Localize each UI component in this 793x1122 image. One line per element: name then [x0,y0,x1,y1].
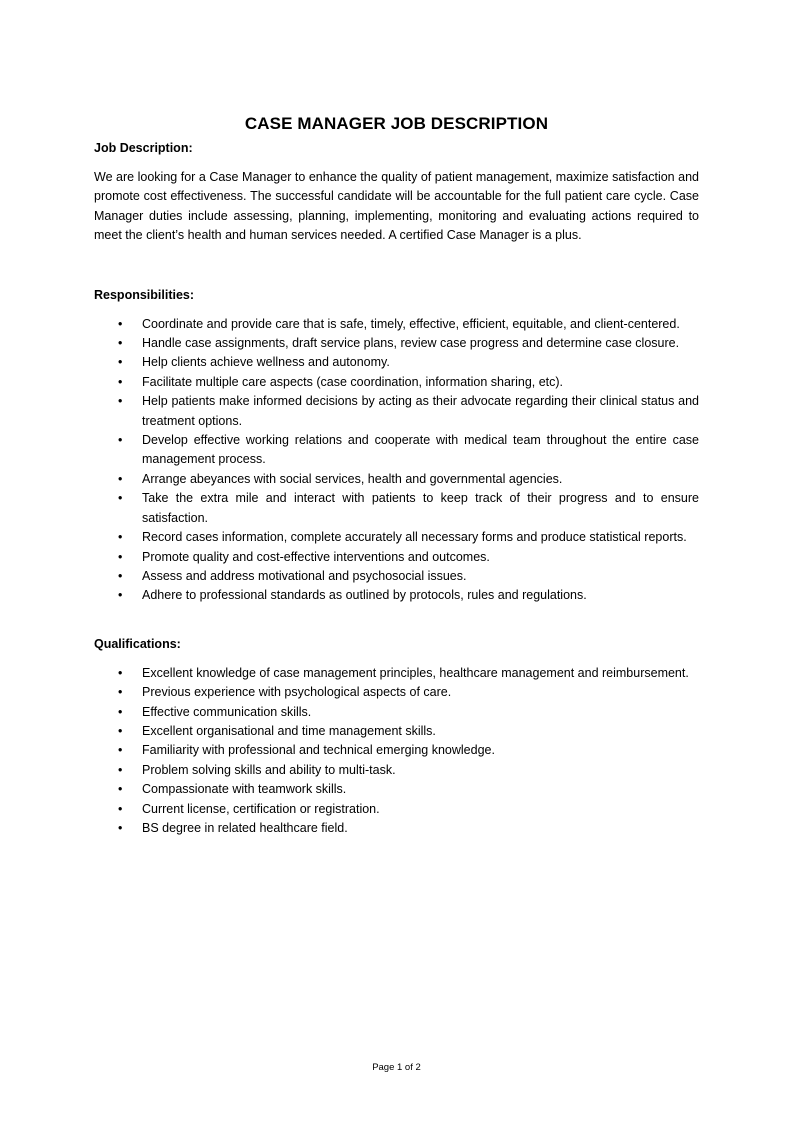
job-description-paragraph: We are looking for a Case Manager to enhance the quality of patient management, maximize satisfaction and promote cost effectiveness. The successful candidate will be accountable for the full patient care cycle. Case Manager duties include assessing, planning, implementing, monitoring and evaluating actions required to meet the client’s health and human services needed. A certified Case Manager is a plus. [94,170,699,243]
page-number-footer: Page 1 of 2 [372,1062,421,1073]
list-item-text: Facilitate multiple care aspects (case coordination, information sharing, etc). [142,374,564,389]
list-item-text: Previous experience with psychological aspects of care. [142,685,452,700]
bullet-icon: • [118,665,123,680]
list-item-text: Familiarity with professional and technical emerging knowledge. [142,743,495,758]
bullet-icon: • [118,588,123,603]
bullet-icon: • [118,704,123,719]
list-item-text: Arrange abeyances with social services, health and governmental agencies. [142,471,563,486]
bullet-icon: • [118,568,123,583]
list-item-text: Compassionate with teamwork skills. [142,782,347,797]
list-item-text: Coordinate and provide care that is safe, timely, effective, efficient, equitable, and client-centered. [142,316,680,331]
responsibilities-section [94,286,699,606]
list-item [94,722,699,741]
list-item [94,703,699,722]
list-item [94,683,699,702]
list-item-text: Promote quality and cost-effective interventions and outcomes. [142,549,490,564]
bullet-icon: • [118,782,123,797]
list-item [94,567,699,586]
bullet-icon: • [118,743,123,758]
list-item-text: Help patients make informed decisions by acting as their advocate regarding their clinical status and treatment options. [142,394,699,428]
list-item [94,664,699,683]
list-item-text: Develop effective working relations and cooperate with medical team throughout the entire case management process. [142,433,699,467]
document-body [94,112,699,838]
bullet-icon: • [118,316,123,331]
job-description-section [94,139,699,246]
bullet-icon: • [118,491,123,506]
list-item-text: Record cases information, complete accurately all necessary forms and produce statistical reports. [142,530,687,545]
list-item-text: Problem solving skills and ability to multi-task. [142,762,396,777]
bullet-icon: • [118,394,123,409]
list-item-text: Help clients achieve wellness and autonomy. [142,355,390,370]
responsibilities-list [94,315,699,606]
bullet-icon: • [118,336,123,351]
bullet-icon: • [118,820,123,835]
list-item-text: Adhere to professional standards as outlined by protocols, rules and regulations. [142,588,587,603]
list-item [94,431,699,470]
bullet-icon: • [118,355,123,370]
list-item [94,334,699,353]
list-item [94,353,699,372]
list-item [94,315,699,334]
list-item [94,528,699,547]
list-item-text: Effective communication skills. [142,704,312,719]
list-item [94,392,699,431]
bullet-icon: • [118,685,123,700]
list-item-text: Excellent organisational and time management skills. [142,723,436,738]
list-item [94,800,699,819]
bullet-icon: • [118,433,123,448]
list-item [94,586,699,605]
list-item [94,761,699,780]
list-item [94,741,699,760]
list-item [94,548,699,567]
bullet-icon: • [118,762,123,777]
list-item [94,780,699,799]
list-item-text: Take the extra mile and interact with patients to keep track of their progress and to ensure satisfaction. [142,491,699,525]
list-item [94,373,699,392]
list-item [94,489,699,528]
list-item-text: Excellent knowledge of case management principles, healthcare management and reimbursement. [142,665,689,680]
list-item-text: Handle case assignments, draft service plans, review case progress and determine case closure. [142,336,680,351]
bullet-icon: • [118,549,123,564]
list-item-text: Assess and address motivational and psychosocial issues. [142,568,467,583]
list-item [94,819,699,838]
bullet-icon: • [118,530,123,545]
qualifications-heading: Qualifications: [94,636,181,651]
bullet-icon: • [118,374,123,389]
list-item [94,470,699,489]
qualifications-list [94,664,699,839]
responsibilities-heading: Responsibilities: [94,287,195,302]
document-title: CASE MANAGER JOB DESCRIPTION [244,114,549,133]
bullet-icon: • [118,723,123,738]
list-item-text: Current license, certification or registration. [142,801,380,816]
bullet-icon: • [118,471,123,486]
job-description-heading: Job Description: [94,141,193,155]
bullet-icon: • [118,801,123,816]
list-item-text: BS degree in related healthcare field. [142,820,348,835]
qualifications-section [94,635,699,839]
